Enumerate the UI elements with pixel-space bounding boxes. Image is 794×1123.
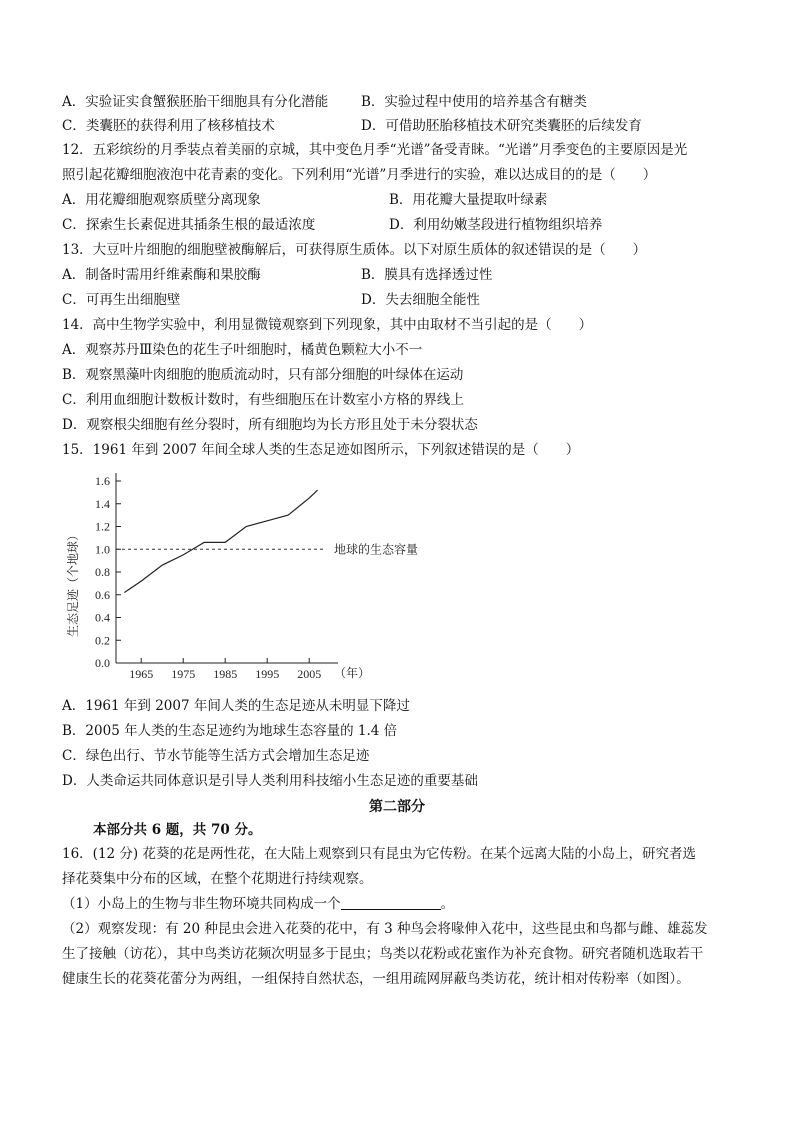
q11-option-d: D．可借助胚胎移植技术研究类囊胚的后续发育 (361, 118, 642, 134)
part2-title: 第二部分 (369, 799, 425, 815)
ecological-footprint-chart (62, 465, 462, 690)
y-tick-label: 0.0 (95, 656, 110, 670)
x-tick-label: 2005 (297, 667, 322, 681)
q15-option-d: D．人类命运共同体意识是引导人类利用科技缩小生态足迹的重要基础 (62, 773, 478, 789)
q16-sub2-line3: 健康生长的花葵花蕾分为两组，一组保持自然状态，一组用疏网屏蔽鸟类访花，统计相对传粉率（如图）。 (62, 971, 690, 987)
y-tick-label: 1.6 (95, 474, 110, 488)
q15-option-c: C．绿色出行、节水节能等生活方式会增加生态足迹 (62, 748, 370, 764)
y-tick-label: 0.2 (95, 633, 110, 648)
q14-option-c: C．利用血细胞计数板计数时，有些细胞压在计数室小方格的界线上 (62, 392, 464, 408)
q12-stem-line1: 12．五彩缤纷的月季装点着美丽的京城，其中变色月季“光谱”备受青睐。“光谱”月季变色的主要原因是光 (62, 142, 688, 158)
q16-sub1-suffix: 。 (440, 896, 455, 912)
q16-stem-line1: 16．(12 分) 花葵的花是两性花，在大陆上观察到只有昆虫为它传粉。在某个远离大陆的小岛上，研究者选 (62, 846, 696, 862)
q12-option-d: D．利用幼嫩茎段进行植物组织培养 (389, 217, 603, 233)
q12-option-c: C．探索生长素促进其插条生根的最适浓度 (62, 217, 316, 233)
q12-option-a: A．用花瓣细胞观察质壁分离现象 (62, 192, 261, 208)
x-tick-label: 1985 (213, 667, 238, 681)
q16-sub2-line2: 生了接触（访花），其中鸟类访花频次明显多于昆虫；鸟类以花粉或花蜜作为补充食物。研究者随机选取若干 (62, 946, 704, 962)
x-tick-label: 1995 (255, 667, 280, 681)
q13-option-c: C．可再生出细胞壁 (62, 292, 181, 308)
x-axis-label: （年） (334, 666, 371, 680)
footprint-series-line (124, 490, 317, 592)
q14-stem: 14．高中生物学实验中，利用显微镜观察到下列现象，其中由取材不当引起的是（ ） (62, 317, 593, 333)
q14-option-a: A．观察苏丹Ⅲ染色的花生子叶细胞时，橘黄色颗粒大小不一 (62, 342, 423, 358)
q15-stem: 15．1961 年到 2007 年间全球人类的生态足迹如图所示，下列叙述错误的是（ ） (62, 442, 580, 458)
x-tick-label: 1965 (129, 667, 154, 681)
chart-series (124, 490, 317, 592)
q12-stem-line2: 照引起花瓣细胞液泡中花青素的变化。下列利用“光谱”月季进行的实验，难以达成目的的是（ ） (62, 167, 657, 183)
q12-option-b: B．用花瓣大量提取叶绿素 (389, 192, 548, 208)
q16-sub1-prefix: （1）小岛上的生物与非生物环境共同构成一个 (62, 896, 341, 912)
q15-option-a: A．1961 年到 2007 年间人类的生态足迹从未明显下降过 (62, 698, 410, 714)
q13-stem: 13．大豆叶片细胞的细胞壁被酶解后，可获得原生质体。以下对原生质体的叙述错误的是（ ） (62, 242, 647, 258)
q13-option-a: A．制备时需用纤维素酶和果胶酶 (62, 267, 261, 283)
y-tick-label: 0.6 (95, 587, 110, 602)
y-tick-label: 1.4 (95, 496, 110, 511)
q15-option-b: B．2005 年人类的生态足迹约为地球生态容量的 1.4 倍 (62, 723, 398, 739)
q16-sub1 (62, 895, 454, 913)
q16-stem-line2: 择花葵集中分布的区域，在整个花期进行持续观察。 (62, 871, 373, 887)
q13-option-d: D．失去细胞全能性 (361, 292, 480, 308)
q14-option-b: B．观察黑藻叶肉细胞的胞质流动时，只有部分细胞的叶绿体在运动 (62, 367, 464, 383)
y-axis-label: 生态足迹（个地球） (66, 528, 80, 638)
y-tick-label: 1.2 (95, 519, 110, 534)
y-tick-label: 0.4 (95, 610, 110, 625)
q11-option-c: C．类囊胚的获得利用了核移植技术 (62, 118, 275, 134)
part2-subtitle: 本部分共 6 题，共 70 分。 (93, 822, 262, 838)
y-tick-label: 0.8 (95, 565, 110, 579)
q16-sub2-line1: （2）观察发现：有 20 种昆虫会进入花葵的花中，有 3 种鸟会将喙伸入花中，这些昆虫和鸟都与雌、雄蕊发 (62, 921, 708, 937)
x-tick-label: 1975 (171, 667, 196, 681)
q11-option-b: B．实验过程中使用的培养基含有糖类 (361, 94, 587, 110)
q11-option-a: A．实验证实食蟹猴胚胎干细胞具有分化潜能 (62, 94, 329, 110)
y-tick-label: 1.0 (95, 542, 110, 557)
q14-option-d: D．观察根尖细胞有丝分裂时，所有细胞均为长方形且处于未分裂状态 (62, 417, 478, 433)
chart-ticks (95, 474, 321, 681)
answer-blank[interactable] (341, 895, 441, 910)
reference-line-label: 地球的生态容量 (334, 542, 419, 557)
q13-option-b: B．膜具有选择透过性 (361, 267, 493, 283)
